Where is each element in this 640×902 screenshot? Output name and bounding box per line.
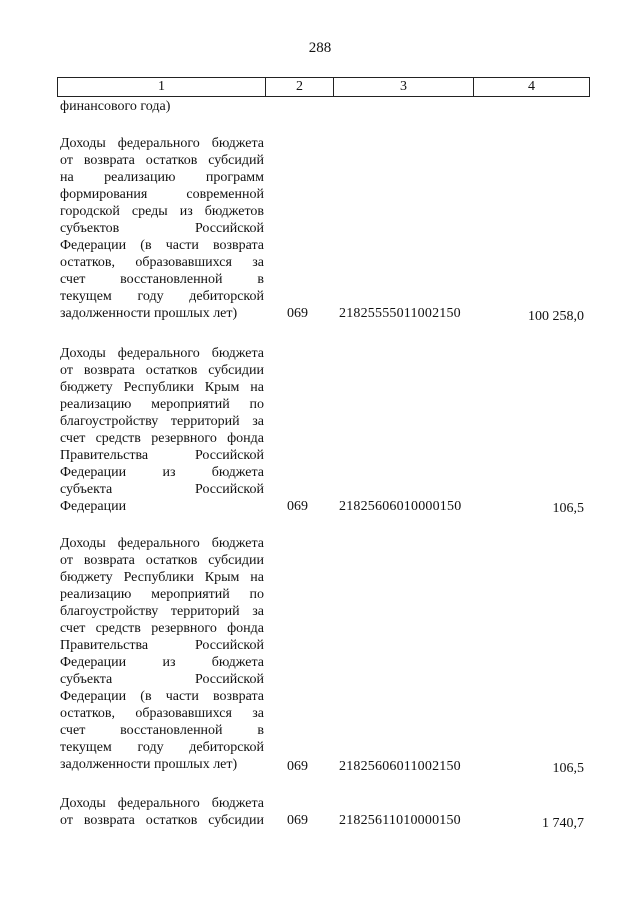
description-line: реализацию мероприятий по (60, 397, 264, 412)
description-line: благоустройству территорий за (60, 604, 264, 619)
column-header-3: 3 (334, 78, 474, 97)
description-line: бюджету Республики Крым на (60, 570, 264, 585)
description-line: Правительства Российской (60, 638, 264, 653)
page-number: 288 (308, 40, 332, 56)
row-2-amount: 106,5 (552, 501, 584, 516)
description-line: остатков, образовавшихся за (60, 706, 264, 721)
description-line: Федерации (60, 499, 127, 514)
description-line: субъектов Российской (60, 221, 264, 236)
description-line: от возврата остатков субсидии (60, 553, 264, 568)
row-3-admin-code: 069 (287, 759, 308, 774)
description-line: счет восстановленной в (60, 272, 264, 287)
description-line: на реализацию программ (60, 170, 264, 185)
row-4-amount: 1 740,7 (542, 816, 584, 831)
row-1-description (60, 135, 264, 322)
continuation-text: финансового года) (60, 99, 171, 114)
description-line: субъекта Российской (60, 482, 264, 497)
description-line: текущем году дебиторской (60, 740, 264, 755)
column-header-table (57, 77, 590, 97)
row-1-admin-code: 069 (287, 306, 308, 321)
description-line: Доходы федерального бюджета (60, 346, 264, 361)
description-line: Доходы федерального бюджета (60, 136, 264, 151)
description-line: Федерации из бюджета (60, 655, 264, 670)
row-2-admin-code: 069 (287, 499, 308, 514)
column-header-1: 1 (58, 78, 266, 97)
row-4-admin-code: 069 (287, 813, 308, 828)
row-1-budget-code: 21825555011002150 (339, 306, 461, 321)
description-line: счет восстановленной в (60, 723, 264, 738)
column-header-row (58, 78, 590, 97)
description-line: от возврата остатков субсидии (60, 363, 264, 378)
description-line: субъекта Российской (60, 672, 264, 687)
description-line: Федерации (в части возврата (60, 689, 264, 704)
row-2-budget-code: 21825606010000150 (339, 499, 462, 514)
row-4-budget-code: 21825611010000150 (339, 813, 461, 828)
description-line: формирования современной (60, 187, 264, 202)
column-header-4: 4 (474, 78, 590, 97)
row-3-budget-code: 21825606011002150 (339, 759, 461, 774)
description-line: бюджету Республики Крым на (60, 380, 264, 395)
description-line: задолженности прошлых лет) (60, 306, 238, 321)
description-line: Доходы федерального бюджета (60, 536, 264, 551)
description-line: от возврата остатков субсидии (60, 813, 264, 828)
description-line: Доходы федерального бюджета (60, 796, 264, 811)
row-1-amount: 100 258,0 (528, 309, 584, 324)
row-3-description (60, 535, 264, 773)
description-line: текущем году дебиторской (60, 289, 264, 304)
description-line: Федерации из бюджета (60, 465, 264, 480)
description-line: Федерации (в части возврата (60, 238, 264, 253)
column-header-2: 2 (266, 78, 334, 97)
description-line: задолженности прошлых лет) (60, 757, 238, 772)
description-line: благоустройству территорий за (60, 414, 264, 429)
row-4-description (60, 795, 264, 829)
row-3-amount: 106,5 (552, 761, 584, 776)
description-line: счет средств резервного фонда (60, 431, 264, 446)
description-line: от возврата остатков субсидий (60, 153, 264, 168)
description-line: счет средств резервного фонда (60, 621, 264, 636)
description-line: городской среды из бюджетов (60, 204, 264, 219)
description-line: Правительства Российской (60, 448, 264, 463)
description-line: реализацию мероприятий по (60, 587, 264, 602)
row-2-description (60, 345, 264, 515)
description-line: остатков, образовавшихся за (60, 255, 264, 270)
